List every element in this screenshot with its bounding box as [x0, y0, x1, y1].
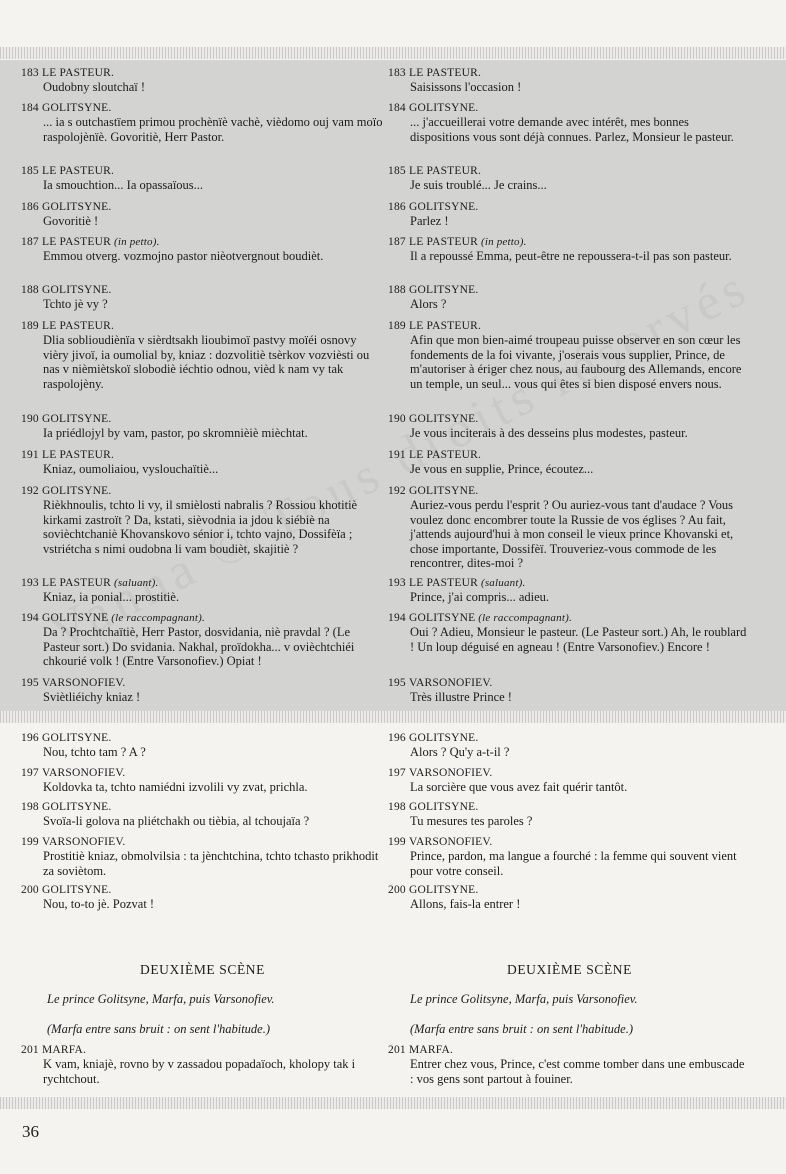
speaker-name: VARSONOFIEV. — [409, 836, 493, 848]
speaker-line — [21, 449, 384, 462]
speaker-line — [388, 836, 751, 849]
left-dialogue-entry — [21, 165, 384, 193]
right-dialogue-entry — [388, 677, 751, 705]
speaker-name: LE PASTEUR. — [42, 67, 115, 79]
speaker-line — [388, 413, 751, 426]
line-number: 185 — [21, 165, 39, 177]
dialogue-text: Emmou otverg. vozmojno pastor nièotvergnout boudièt. — [43, 249, 324, 263]
left-dialogue-entry — [21, 102, 384, 144]
speaker-name: VARSONOFIEV. — [42, 677, 126, 689]
dialogue-text: ... j'accueillerai votre demande avec intérêt, mes bonnes dispositions vous sont déjà connues. Parlez, Monsieur le pasteur. — [410, 115, 734, 144]
speaker-name: LE PASTEUR. — [409, 67, 482, 79]
speaker-name: GOLITSYNE. — [409, 201, 479, 213]
speaker-name: GOLITSYNE. — [42, 485, 112, 497]
speaker-name: GOLITSYNE. — [409, 884, 479, 896]
right-dialogue-entry — [388, 577, 751, 605]
speaker-line — [388, 165, 751, 178]
speaker-name: GOLITSYNE — [42, 612, 109, 624]
dialogue-text: Auriez-vous perdu l'esprit ? Ou auriez-vous tant d'audace ? Vous voulez donc encombrer toute la Russie de vos églises ? Au fait, j'attends aujourd'hui à mon conseil le vieux prince Khovanski et, chose importante, Dossifèï. Trouveriez-vous commode de les rencontrer, dites-moi ? — [410, 498, 734, 571]
line-number: 195 — [388, 677, 406, 689]
left-dialogue-entry — [21, 884, 384, 912]
line-number: 193 — [388, 577, 406, 589]
line-number: 187 — [388, 236, 406, 248]
left-dialogue-entry — [21, 236, 384, 264]
line-number: 191 — [21, 449, 39, 461]
line-number: 186 — [21, 201, 39, 213]
stage-direction: (le raccompagnant). — [108, 612, 205, 624]
dialogue-text: Oui ? Adieu, Monsieur le pasteur. (Le Pasteur sort.) Ah, le roublard ! Un loup déguisé en agneau ! (Entre Varsonofiev.) Encore ! — [410, 625, 747, 654]
speaker-line — [21, 236, 384, 249]
dialogue-text: K vam, kniajè, rovno by v zassadou popadaïoch, kholopy tak i rychtchout. — [43, 1057, 356, 1086]
dialogue-text: Sviètliéichy kniaz ! — [43, 690, 141, 704]
dialogue-text: Govoritiè ! — [43, 214, 99, 228]
line-number: 186 — [388, 201, 406, 213]
speaker-name: GOLITSYNE. — [42, 201, 112, 213]
speaker-line — [388, 732, 751, 745]
scene-characters-left: Le prince Golitsyne, Marfa, puis Varsonofiev. — [47, 992, 275, 1006]
right-dialogue-entry — [388, 413, 751, 441]
dialogue-text: Alors ? — [410, 297, 447, 311]
speaker-line — [21, 201, 384, 214]
dialogue-text: Afin que mon bien-aimé troupeau puisse observer en son cœur les fondements de la foi vivante, j'oserais vous supplier, Prince, de m'autoriser à ériger chez nous, au faubourg des Allemands, encore un temple, un seul... vous qui êtes si bien disposé envers nous. — [410, 333, 742, 391]
stage-direction: (saluant). — [478, 577, 526, 589]
speaker-name: GOLITSYNE — [409, 612, 476, 624]
speaker-line — [388, 485, 751, 498]
line-number: 189 — [388, 320, 406, 332]
dialogue-text: Très illustre Prince ! — [410, 690, 512, 704]
speaker-name: MARFA. — [42, 1044, 87, 1056]
speaker-line — [388, 201, 751, 214]
speaker-line — [388, 1044, 751, 1057]
speaker-line — [21, 284, 384, 297]
left-dialogue-entry — [21, 801, 384, 829]
dialogue-text: Saisissons l'occasion ! — [410, 80, 522, 94]
line-number: 196 — [21, 732, 39, 744]
dialogue-text: Oudobny sloutchaï ! — [43, 80, 146, 94]
left-dialogue-entry — [21, 612, 384, 669]
left-dialogue-entry — [21, 67, 384, 95]
right-dialogue-entry — [388, 67, 751, 95]
stage-direction: (in petto). — [478, 236, 527, 248]
speaker-name: GOLITSYNE. — [42, 801, 112, 813]
speaker-name: VARSONOFIEV. — [42, 767, 126, 779]
left-dialogue-entry — [21, 732, 384, 760]
line-number: 188 — [388, 284, 406, 296]
line-number: 197 — [388, 767, 406, 779]
speaker-line — [21, 165, 384, 178]
speaker-name: LE PASTEUR — [409, 236, 478, 248]
line-number: 188 — [21, 284, 39, 296]
speaker-line — [388, 449, 751, 462]
speaker-line — [21, 67, 384, 80]
right-dialogue-entry — [388, 801, 751, 829]
line-number: 201 — [388, 1044, 406, 1056]
speaker-line — [388, 284, 751, 297]
dialogue-text: Entrer chez vous, Prince, c'est comme tomber dans une embuscade : vos gens sont partout à fouiner. — [410, 1057, 745, 1086]
dialogue-text: Kniaz, oumoliaiou, vyslouchaïtiè... — [43, 462, 219, 476]
left-dialogue-entry — [21, 677, 384, 705]
speaker-name: LE PASTEUR. — [409, 449, 482, 461]
dialogue-text: Il a repoussé Emma, peut-être ne repoussera-t-il pas son pasteur. — [410, 249, 732, 263]
stage-direction: (saluant). — [111, 577, 159, 589]
right-dialogue-entry — [388, 165, 751, 193]
dialogue-text: Ia smouchtion... Ia opassaïous... — [43, 178, 204, 192]
line-number: 197 — [21, 767, 39, 779]
line-number: 189 — [21, 320, 39, 332]
dialogue-text: Prince, j'ai compris... adieu. — [410, 590, 550, 604]
line-number: 198 — [388, 801, 406, 813]
scene-characters-right: Le prince Golitsyne, Marfa, puis Varsonofiev. — [410, 992, 638, 1006]
left-dialogue-entry — [21, 836, 384, 878]
dialogue-text: Koldovka ta, tchto namiédni izvolili vy zvat, prichla. — [43, 780, 308, 794]
right-dialogue-entry — [388, 449, 751, 477]
left-dialogue-entry — [21, 449, 384, 477]
left-dialogue-entry — [21, 201, 384, 229]
speaker-line — [21, 485, 384, 498]
speaker-line — [388, 612, 751, 625]
line-number: 199 — [388, 836, 406, 848]
speaker-line — [388, 67, 751, 80]
scene-title-left: DEUXIÈME SCÈNE — [139, 962, 265, 977]
dialogue-text: La sorcière que vous avez fait quérir tantôt. — [410, 780, 628, 794]
speaker-line — [388, 102, 751, 115]
line-number: 194 — [21, 612, 39, 624]
speaker-name: LE PASTEUR. — [42, 165, 115, 177]
speaker-line — [388, 320, 751, 333]
speaker-line — [21, 413, 384, 426]
speaker-name: GOLITSYNE. — [409, 413, 479, 425]
line-number: 190 — [388, 413, 406, 425]
dialogue-text: Prostitiè kniaz, obmolvilsia : ta jènchtchina, tchto tchasto prikhodit za soviètom. — [43, 849, 379, 878]
speaker-name: LE PASTEUR. — [42, 320, 115, 332]
speaker-name: LE PASTEUR. — [42, 449, 115, 461]
speaker-name: GOLITSYNE. — [409, 732, 479, 744]
dialogue-text: Da ? Prochtchaïtiè, Herr Pastor, dosvidania, niè pravdal ? (Le Pasteur sort.) Do svidania. Nakhal, proïdokha... v ovièchtchiéi chkourié volk ! (Entre Varsonofiev.) Opiat ! — [43, 625, 355, 669]
dialogue-text: ... ia s outchastïem primou prochènïè vachè, vièdomo ouj vam moïo raspolojènïè. Govoritiè, Herr Pastor. — [43, 115, 383, 144]
speaker-name: GOLITSYNE. — [409, 102, 479, 114]
dialogue-text: Parlez ! — [410, 214, 449, 228]
line-number: 196 — [388, 732, 406, 744]
speaker-line — [21, 884, 384, 897]
dialogue-text: Je suis troublé... Je crains... — [410, 178, 547, 192]
line-number: 192 — [21, 485, 39, 497]
dialogue-text: Alors ? Qu'y a-t-il ? — [410, 745, 510, 759]
scene-stage-right: (Marfa entre sans bruit : on sent l'habitude.) — [410, 1022, 634, 1036]
right-dialogue-entry — [388, 884, 751, 912]
line-number: 184 — [21, 102, 39, 114]
speaker-name: VARSONOFIEV. — [409, 677, 493, 689]
left-dialogue-entry — [21, 577, 384, 605]
speaker-name: LE PASTEUR. — [409, 320, 482, 332]
speaker-name: VARSONOFIEV. — [409, 767, 493, 779]
line-number: 199 — [21, 836, 39, 848]
dialogue-text: Dlia soblioudiènïa v sièrdtsakh lioubimoï pastvy moïéi osnovy vièry jivoï, ia oumolial by, kniaz : dozvolitiè tsèrkov vozvièsti ou nas v nièmiètskoï slobodiè iéchtio odnou, vièd k nam vy tak raspolojèny. — [43, 333, 370, 391]
right-dialogue-entry — [388, 485, 751, 571]
stage-direction: (le raccompagnant). — [475, 612, 572, 624]
dialogue-text: Nou, tchto tam ? A ? — [43, 745, 146, 759]
right-dialogue-entry — [388, 767, 751, 795]
speaker-line — [21, 612, 384, 625]
speaker-line — [21, 767, 384, 780]
line-number: 187 — [21, 236, 39, 248]
speaker-name: GOLITSYNE. — [42, 284, 112, 296]
speaker-line — [21, 801, 384, 814]
dialogue-text: Nou, to-to jè. Pozvat ! — [43, 897, 155, 911]
speaker-name: LE PASTEUR — [42, 577, 111, 589]
speaker-name: GOLITSYNE. — [409, 801, 479, 813]
speaker-line — [388, 236, 751, 249]
dialogue-text: Svoïa-li golova na pliétchakh ou tièbia, al tchoujaïa ? — [43, 814, 310, 828]
speaker-line — [388, 801, 751, 814]
speaker-line — [21, 732, 384, 745]
line-number: 183 — [21, 67, 39, 79]
right-dialogue-entry — [388, 836, 751, 878]
speaker-name: VARSONOFIEV. — [42, 836, 126, 848]
left-dialogue-entry — [21, 1044, 384, 1086]
line-number: 185 — [388, 165, 406, 177]
speaker-name: LE PASTEUR. — [409, 165, 482, 177]
dialogue-text: Je vous en supplie, Prince, écoutez... — [410, 462, 594, 476]
right-dialogue-entry — [388, 102, 751, 144]
dialogue-text: Allons, fais-la entrer ! — [410, 897, 521, 911]
dialogue-text: Tchto jè vy ? — [43, 297, 108, 311]
speaker-name: GOLITSYNE. — [409, 284, 479, 296]
right-dialogue-entry — [388, 612, 751, 654]
speaker-line — [21, 577, 384, 590]
scene-title-right: DEUXIÈME SCÈNE — [506, 962, 632, 977]
speaker-line — [21, 320, 384, 333]
speaker-name: GOLITSYNE. — [42, 884, 112, 896]
page-number: 36 — [22, 1122, 39, 1141]
right-dialogue-entry — [388, 1044, 751, 1086]
line-number: 191 — [388, 449, 406, 461]
speaker-line — [21, 102, 384, 115]
right-dialogue-entry — [388, 201, 751, 229]
line-number: 184 — [388, 102, 406, 114]
dialogue-text: Kniaz, ia ponial... prostitiè. — [43, 590, 180, 604]
right-dialogue-entry — [388, 732, 751, 760]
left-dialogue-entry — [21, 767, 384, 795]
speaker-name: LE PASTEUR — [409, 577, 478, 589]
line-number: 195 — [21, 677, 39, 689]
left-dialogue-entry — [21, 284, 384, 312]
line-number: 192 — [388, 485, 406, 497]
left-dialogue-entry — [21, 485, 384, 556]
line-number: 198 — [21, 801, 39, 813]
right-dialogue-entry — [388, 284, 751, 312]
speaker-line — [21, 836, 384, 849]
speaker-line — [388, 577, 751, 590]
left-dialogue-entry — [21, 413, 384, 441]
speaker-line — [388, 677, 751, 690]
line-number: 200 — [21, 884, 39, 896]
line-number: 201 — [21, 1044, 39, 1056]
right-dialogue-entry — [388, 236, 751, 264]
speaker-name: LE PASTEUR — [42, 236, 111, 248]
speaker-name: GOLITSYNE. — [42, 732, 112, 744]
line-number: 190 — [21, 413, 39, 425]
line-number: 193 — [21, 577, 39, 589]
speaker-name: GOLITSYNE. — [409, 485, 479, 497]
speaker-line — [21, 1044, 384, 1057]
left-dialogue-entry — [21, 320, 384, 391]
speaker-line — [388, 884, 751, 897]
speaker-name: MARFA. — [409, 1044, 454, 1056]
dialogue-text: Rièkhnoulis, tchto li vy, il smièlosti nabralis ? Rossiou khotitiè kirkami zastroït ? Da, kstati, sièvodnia ia jdou k siébiè na sovièchtchaniè Khovanskovo sénior i, tchto vajno, Dossifèïa ; vstriétcha s nimi oudobna li vam boudièt, skajitiè ? — [43, 498, 358, 556]
speaker-name: GOLITSYNE. — [42, 102, 112, 114]
stage-direction: (in petto). — [111, 236, 160, 248]
speaker-name: GOLITSYNE. — [42, 413, 112, 425]
dialogue-text: Prince, pardon, ma langue a fourché : la femme qui souvent vient pour votre conseil. — [410, 849, 737, 878]
speaker-line — [388, 767, 751, 780]
dialogue-text: Ia priédlojyl by vam, pastor, po skromnièiè mièchtat. — [43, 426, 308, 440]
line-number: 183 — [388, 67, 406, 79]
right-dialogue-entry — [388, 320, 751, 391]
dialogue-text: Tu mesures tes paroles ? — [410, 814, 533, 828]
line-number: 194 — [388, 612, 406, 624]
line-number: 200 — [388, 884, 406, 896]
speaker-line — [21, 677, 384, 690]
scene-stage-left: (Marfa entre sans bruit : on sent l'habitude.) — [47, 1022, 271, 1036]
dialogue-text: Je vous inciterais à des desseins plus modestes, pasteur. — [410, 426, 688, 440]
